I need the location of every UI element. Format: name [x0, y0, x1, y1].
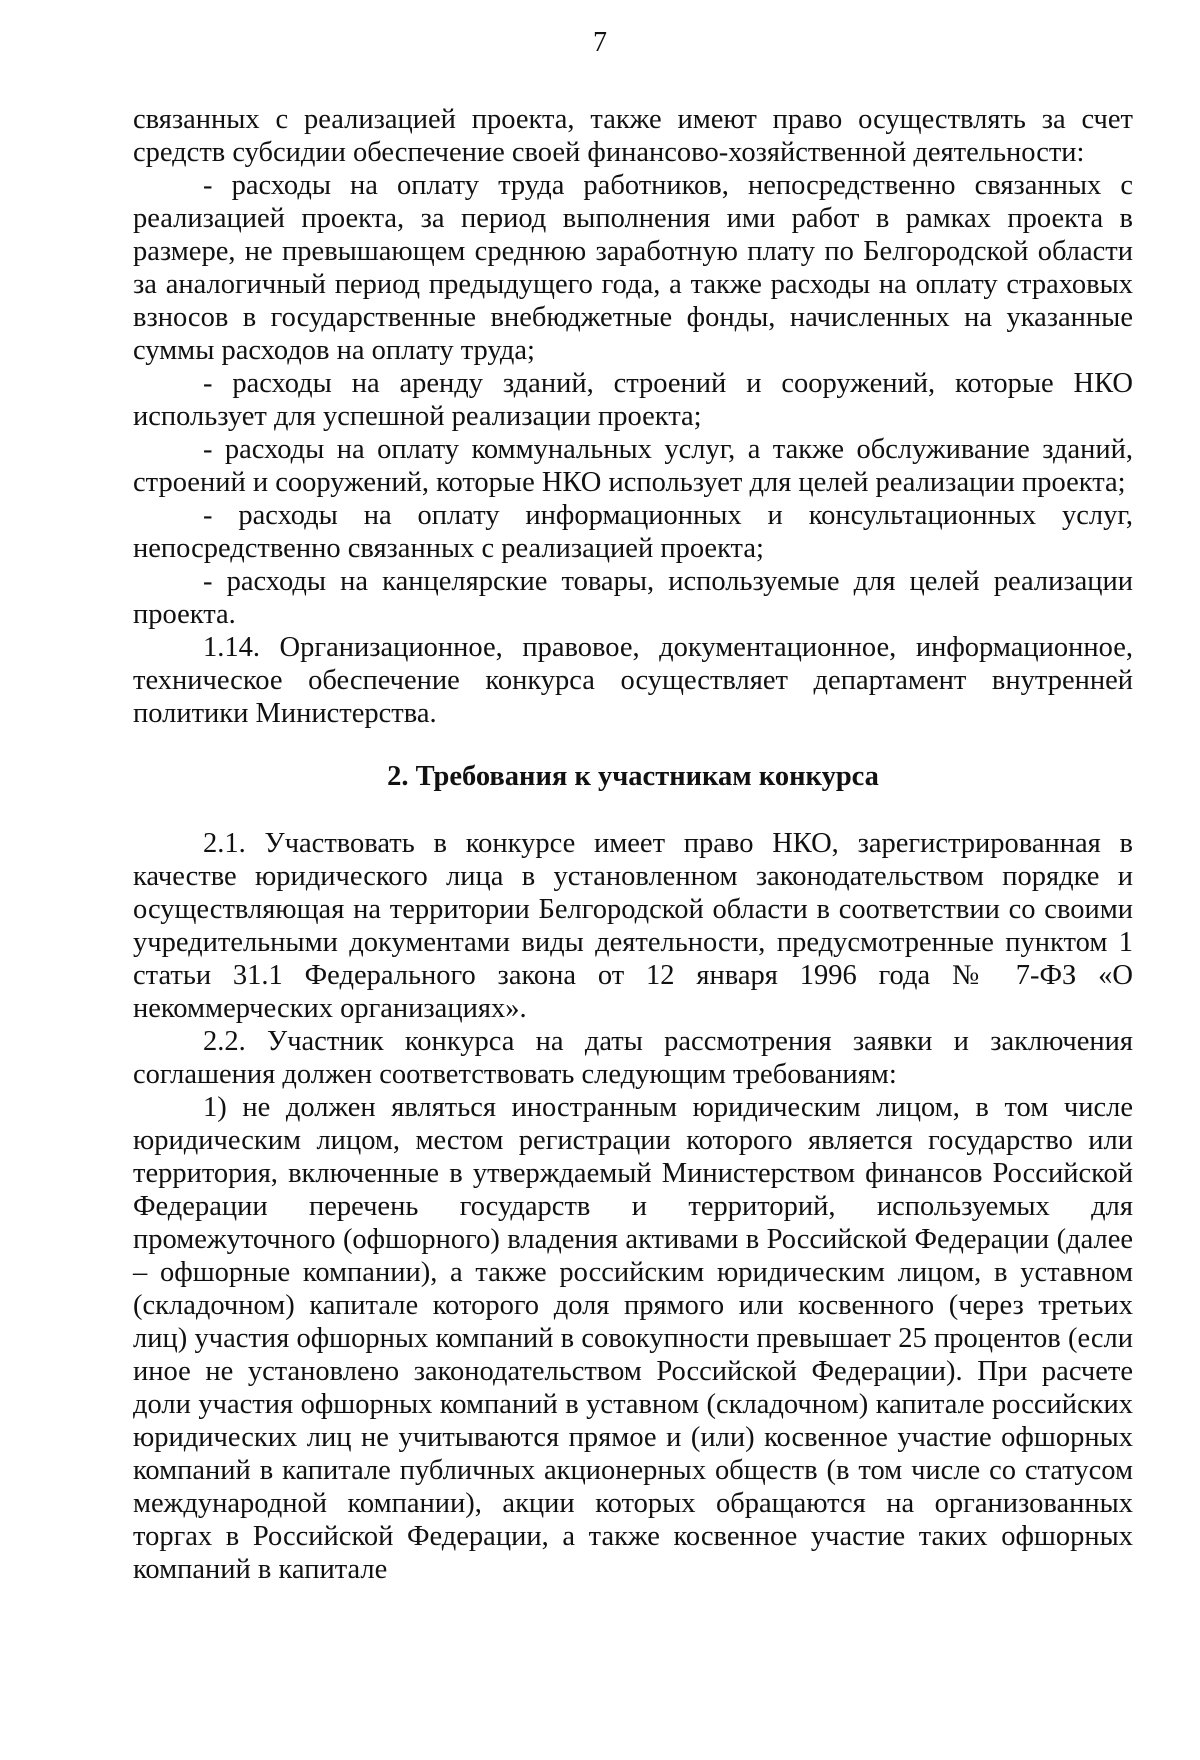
paragraph: - расходы на аренду зданий, строений и сооружений, которые НКО использует для успешной реализации проекта;: [133, 368, 1133, 432]
paragraph: 1) не должен являться иностранным юридическим лицом, в том числе юридическим лицом, местом регистрации которого является государство или территория, включенные в утверждаемый Министерством финансов Российской Федерации перечень государств и территорий, используемых для промежуточного (офшорного) владения активами в Российской Федерации (далее – офшорные компании), а также российским юридическим лицом, в уставном (складочном) капитале которого доля прямого или косвенного (через третьих лиц) участия офшорных компаний в совокупности превышает 25 процентов (если иное не установлено законодательством Российской Федерации). При расчете доли участия офшорных компаний в уставном (складочном) капитале российских юридических лиц не учитываются прямое и (или) косвенное участие офшорных компаний в капитале публичных акционерных обществ (в том числе со статусом международной компании), акции которых обращаются на организованных торгах в Российской Федерации, а также косвенное участие таких офшорных компаний в капитале: [133, 1092, 1133, 1585]
paragraph: 2.2. Участник конкурса на даты рассмотрения заявки и заключения соглашения должен соответствовать следующим требованиям:: [133, 1026, 1133, 1090]
paragraph: связанных с реализацией проекта, также имеют право осуществлять за счет средств субсидии обеспечение своей финансово-хозяйственной деятельности:: [133, 104, 1133, 168]
paragraph: - расходы на оплату информационных и консультационных услуг, непосредственно связанных с реализацией проекта;: [133, 500, 1133, 564]
document-body: [133, 103, 1133, 1586]
paragraph: 2.1. Участвовать в конкурсе имеет право НКО, зарегистрированная в качестве юридического лица в установленном законодательством порядке и осуществляющая на территории Белгородской области в соответствии со своими учредительными документами виды деятельности, предусмотренные пунктом 1 статьи 31.1 Федерального закона от 12 января 1996 года № 7-ФЗ «О некоммерческих организациях».: [133, 828, 1133, 1024]
paragraph: - расходы на оплату коммунальных услуг, а также обслуживание зданий, строений и сооружений, которые НКО использует для целей реализации проекта;: [133, 434, 1133, 498]
section-heading: 2. Требования к участникам конкурса: [387, 761, 879, 792]
paragraphs-bottom: [133, 827, 1133, 1586]
paragraphs-top: [133, 103, 1133, 730]
page-number: 7: [593, 27, 607, 58]
paragraph: 1.14. Организационное, правовое, документационное, информационное, техническое обеспечение конкурса осуществляет департамент внутренней политики Министерства.: [133, 632, 1133, 729]
paragraph: - расходы на канцелярские товары, используемые для целей реализации проекта.: [133, 566, 1133, 630]
paragraph: - расходы на оплату труда работников, непосредственно связанных с реализацией проекта, за период выполнения ими работ в рамках проекта в размере, не превышающем среднюю заработную плату по Белгородской области за аналогичный период предыдущего года, а также расходы на оплату страховых взносов в государственные внебюджетные фонды, начисленных на указанные суммы расходов на оплату труда;: [133, 170, 1133, 366]
